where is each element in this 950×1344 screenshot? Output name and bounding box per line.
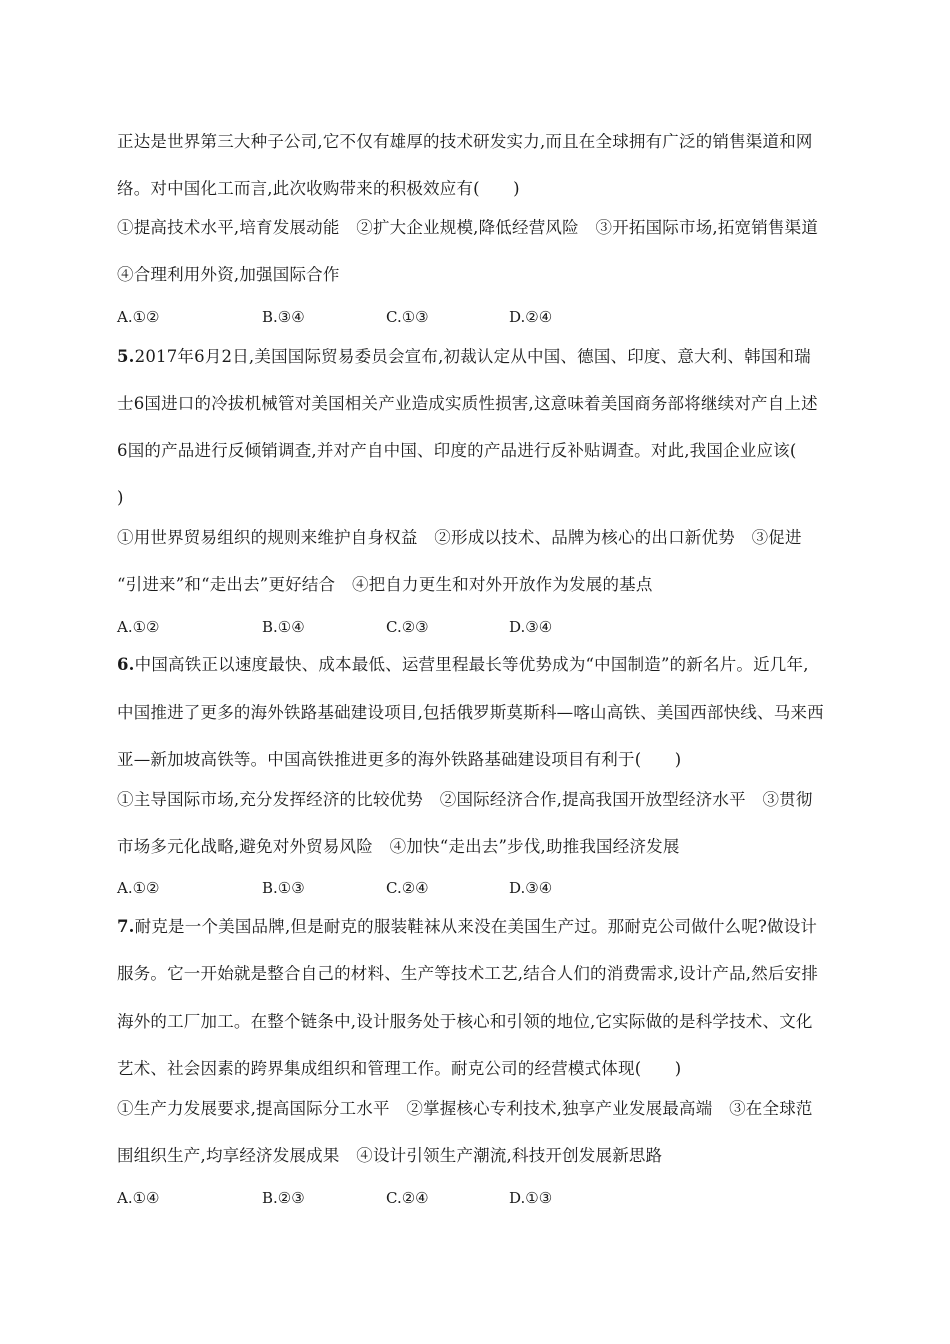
q7-line-3: 海外的工厂加工。在整个链条中,设计服务处于核心和引领的地位,它实际做的是科学技术、文化 <box>117 1012 813 1031</box>
q4-line-1: 正达是世界第三大种子公司,它不仅有雄厚的技术研发实力,而且在全球拥有广泛的销售渠道和网 <box>117 132 813 151</box>
q4-option-d: D.②④ <box>509 308 553 326</box>
q6-option-c: C.②④ <box>386 879 429 897</box>
q7-line-6: 围组织生产,均享经济发展成果 ④设计引领生产潮流,科技开创发展新思路 <box>117 1146 663 1165</box>
q5-number: 5. <box>117 347 135 366</box>
q7-line-1 <box>117 916 837 938</box>
q4-option-b: B.③④ <box>262 308 305 326</box>
q5-line-2: 士6国进口的冷拔机械管对美国相关产业造成实质性损害,这意味着美国商务部将继续对产自上述 <box>117 394 818 413</box>
q4-option-a: A.①② <box>117 308 160 326</box>
q7-option-a: A.①④ <box>117 1189 160 1207</box>
q6-line-1 <box>117 654 837 676</box>
q4-line-4: ④合理利用外资,加强国际合作 <box>117 265 340 284</box>
q7-option-c: C.②④ <box>386 1189 429 1207</box>
q4-option-c: C.①③ <box>386 308 429 326</box>
q5-line-3: 6国的产品进行反倾销调查,并对产自中国、印度的产品进行反补贴调查。对此,我国企业应该( <box>117 441 797 460</box>
q5-line-4: ) <box>117 488 124 507</box>
q7-option-d: D.①③ <box>509 1189 553 1207</box>
q5-option-b: B.①④ <box>262 618 305 636</box>
q6-line-4: ①主导国际市场,充分发挥经济的比较优势 ②国际经济合作,提高我国开放型经济水平 ③贯彻 <box>117 790 813 809</box>
q7-line-5: ①生产力发展要求,提高国际分工水平 ②掌握核心专利技术,独享产业发展最高端 ③在全球范 <box>117 1099 813 1118</box>
q6-line-1-text: 中国高铁正以速度最快、成本最低、运营里程最长等优势成为“中国制造”的新名片。近几年, <box>134 655 809 674</box>
q6-option-d: D.③④ <box>509 879 553 897</box>
q5-option-c: C.②③ <box>386 618 429 636</box>
q6-line-2: 中国推进了更多的海外铁路基础建设项目,包括俄罗斯莫斯科—喀山高铁、美国西部快线、马来西 <box>117 703 824 722</box>
q7-line-1-text: 耐克是一个美国品牌,但是耐克的服装鞋袜从来没在美国生产过。那耐克公司做什么呢?做设计 <box>134 917 818 936</box>
q5-line-1 <box>117 346 837 368</box>
q7-line-4: 艺术、社会因素的跨界集成组织和管理工作。耐克公司的经营模式体现( ) <box>117 1059 682 1078</box>
q6-option-b: B.①③ <box>262 879 305 897</box>
q7-line-2: 服务。它一开始就是整合自己的材料、生产等技术工艺,结合人们的消费需求,设计产品,然后安排 <box>117 964 819 983</box>
q5-option-a: A.①② <box>117 618 160 636</box>
q5-line-5: ①用世界贸易组织的规则来维护自身权益 ②形成以技术、品牌为核心的出口新优势 ③促进 <box>117 528 802 547</box>
q4-line-2: 络。对中国化工而言,此次收购带来的积极效应有( ) <box>117 179 520 198</box>
q7-number: 7. <box>117 917 135 936</box>
q5-option-d: D.③④ <box>509 618 553 636</box>
q5-line-1-text: 2017年6月2日,美国国际贸易委员会宣布,初裁认定从中国、德国、印度、意大利、韩国和瑞 <box>134 347 811 366</box>
q6-line-3: 亚—新加坡高铁等。中国高铁推进更多的海外铁路基础建设项目有利于( ) <box>117 750 682 769</box>
q6-number: 6. <box>117 655 135 674</box>
q6-line-5: 市场多元化战略,避免对外贸易风险 ④加快“走出去”步伐,助推我国经济发展 <box>117 837 680 856</box>
q4-line-3: ①提高技术水平,培育发展动能 ②扩大企业规模,降低经营风险 ③开拓国际市场,拓宽销售渠道 <box>117 218 819 237</box>
q6-option-a: A.①② <box>117 879 160 897</box>
q5-line-6: “引进来”和“走出去”更好结合 ④把自力更生和对外开放作为发展的基点 <box>117 575 653 594</box>
q7-option-b: B.②③ <box>262 1189 305 1207</box>
